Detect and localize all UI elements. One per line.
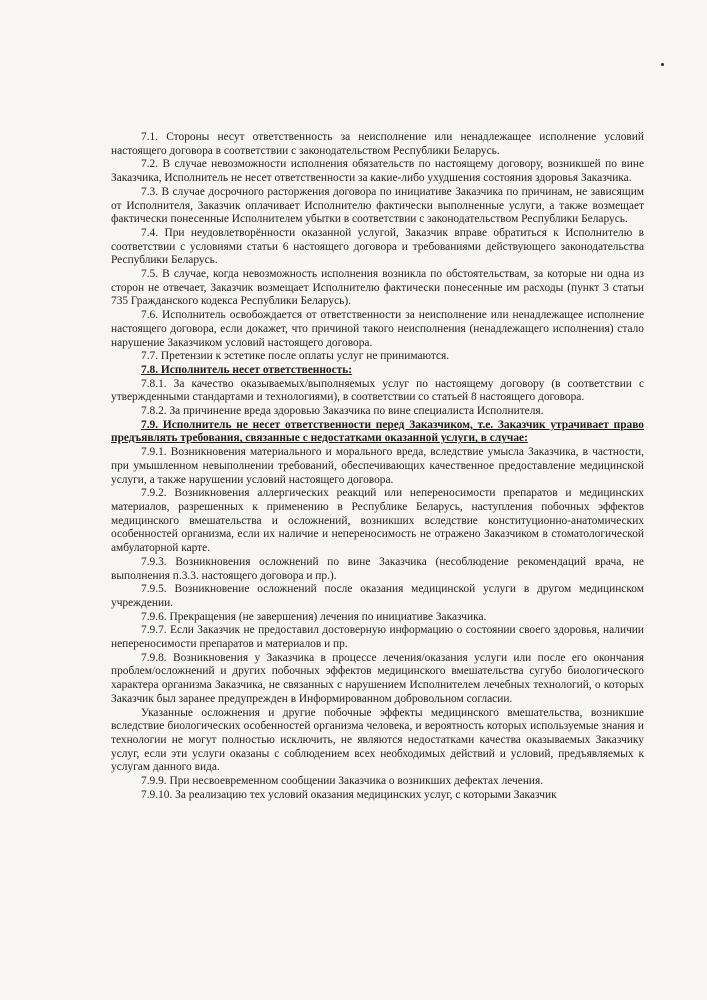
paragraph: 7.9.9. При несвоевременном сообщении Заказчика о возникших дефектах лечения. [141,775,544,788]
section-heading: 7.8. Исполнитель несет ответственность: [141,363,353,376]
paragraph: 7.8.1. За качество оказываемых/выполняемых услуг по настоящему договору (в соответствии с утвержденными стандартами и технологиями), в соответствии со статьей 8 настоящего договора. [111,377,644,404]
paragraph: 7.9.1. Возникновения материального и морального вреда, вследствие умысла Заказчика, в частности, при умышленном невыполнении требований, обеспечивающих качественное предоставление медицинской услуги, а также нарушении условий настоящего договора. [111,446,644,486]
paragraph: 7.1. Стороны несут ответственность за неисполнение или ненадлежащее исполнение условий настоящего договора в соответствии с законодательством Республики Беларусь. [111,131,644,157]
paragraph: 7.9.2. Возникновения аллергических реакций или непереносимости препаратов и медицинских материалов, разрешенных к применению в Республике Беларусь, наступления побочных эффектов медицинского вмешательства и осложнений, возникших вследствие конституционно-анатомических особенностей организма, если их наличие и непереносимость не отражено Заказчиком в стоматологической амбулаторной карте. [111,487,644,555]
paragraph: 7.6. Исполнитель освобождается от ответственности за неисполнение или ненадлежащее исполнение настоящего договора, если докажет, что причиной такого неисполнения (ненадлежащего исполнения) стало нарушение Заказчиком условий настоящего договора. [111,309,644,349]
document-body [111,131,644,802]
section-heading: 7.9. Исполнитель не несет ответственности перед Заказчиком, т.е. Заказчик утрачивает право предъявлять требования, связанные с недостатками оказанной услуги, в случае: [111,418,644,445]
paragraph: 7.9.3. Возникновения осложнений по вине Заказчика (несоблюдение рекомендаций врача, не выполнения п.3.3. настоящего договора и пр.). [111,555,644,582]
paragraph: 7.3. В случае досрочного расторжения договора по инициативе Заказчика по причинам, не зависящим от Исполнителя, Заказчик оплачивает Исполнителю фактически выполненные услуги, а также возмещает фактически понесенные Исполнителем убытки в соответствии с законодательством Республики Беларусь. [111,185,644,226]
paragraph: 7.4. При неудовлетворённости оказанной услугой, Заказчик вправе обратиться к Исполнителю в соответствии с условиями статьи 6 настоящего договора и требованиями действующего законодательства Республики Беларусь. [111,226,644,267]
paragraph: 7.9.6. Прекращения (не завершения) лечения по инициативе Заказчика. [141,610,487,623]
paragraph: 7.9.8. Возникновения у Заказчика в процессе лечения/оказания услуги или после его окончания проблем/осложнений и других побочных эффектов медицинского вмешательства сугубо биологического характера организма Заказчика, не связанных с нарушением Исполнителем лечебных технологий, о которых Заказчик был заранее предупрежден в Информированном добровольном согласии. [111,651,644,705]
paragraph: Указанные осложнения и другие побочные эффекты медицинского вмешательства, возникшие вследствие биологических особенностей организма человека, и вероятность которых используемые знания и технологии не могут полностью исключить, не являются недостатками качества оказываемых Заказчику услуг, если эти услуги оказаны с соблюдением всех необходимых действий и условий, предъявляемых к услугам данного вида. [111,706,644,774]
paragraph: 7.8.2. За причинение вреда здоровью Заказчика по вине специалиста Исполнителя. [141,405,544,418]
paragraph: 7.2. В случае невозможности исполнения обязательств по настоящему договору, возникшей по вине Заказчика, Исполнитель не несет ответственности за какие-либо ухудшения состояния здоровья Заказчика. [111,158,644,185]
paragraph: 7.5. В случае, когда невозможность исполнения возникла по обстоятельствам, за которые ни одна из сторон не отвечает, Заказчик возмещает Исполнителю фактически понесенные им расходы (пункт 3 статьи 735 Гражданского кодекса Республики Беларусь). [111,268,644,308]
scan-speck [661,63,664,66]
paragraph: 7.9.5. Возникновение осложнений после оказания медицинской услуги в другом медицинском учреждении. [111,583,644,609]
paragraph: 7.7. Претензии к эстетике после оплаты услуг не принимаются. [141,350,450,363]
paragraph: 7.9.10. За реализацию тех условий оказания медицинских услуг, с которыми Заказчик [141,788,557,801]
paragraph: 7.9.7. Если Заказчик не предоставил достоверную информацию о состоянии своего здоровья, наличии непереносимости препаратов и материалов и пр. [111,624,644,651]
